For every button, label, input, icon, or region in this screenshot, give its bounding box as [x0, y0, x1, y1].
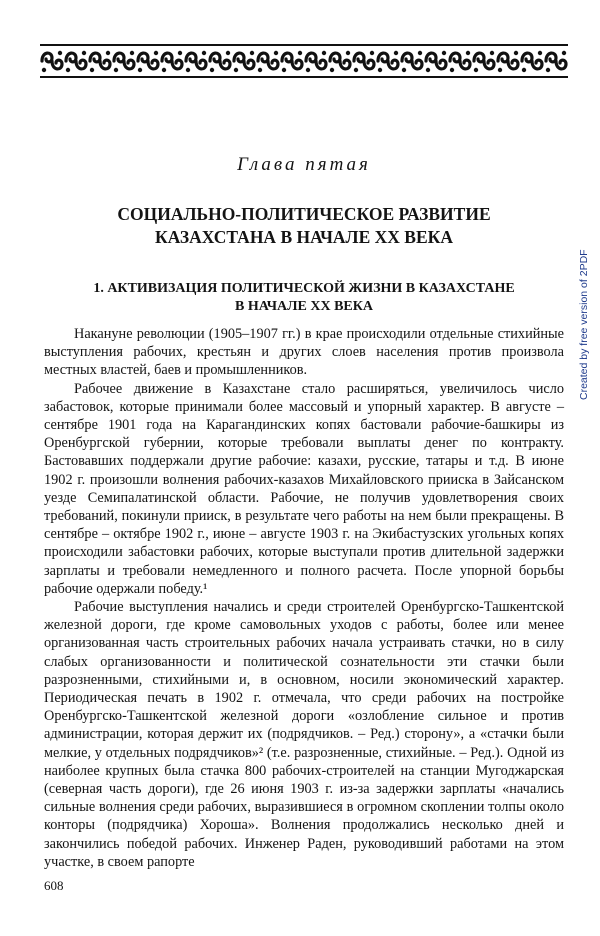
decorative-ornament-band [40, 44, 568, 78]
paragraph-2: Рабочее движение в Казахстане стало расширяться, увеличилось число забастовок, которые принимали более массовый и упорный характер. В августе – сентябре 1901 года на Карагандинских копях бастовали рабочие-башкиры из Оренбургской губернии, которые требовали выплаты денег по контракту. Бастовавших поддержали другие рабочие: казахи, русские, татары и т.д. В июне 1902 г. произошли волнения рабочих-казахов Михайловского прииска в Зайсанском уезде Семипалатинской области. Рабочие, не получив удовлетворения своих требований, покинули прииск, в результате чего работы на нем были прекращены. В сентябре – октябре 1902 г., июне – августе 1903 г. на Экибастузских угольных копях происходили забастовки рабочих, которые выступали против длительной задержки зарплаты и требовали немедленного и полного расчета. После упорной борьбы рабочие одержали победу.¹ [44, 380, 564, 597]
section-title-line-1: 1. АКТИВИЗАЦИЯ ПОЛИТИЧЕСКОЙ ЖИЗНИ В КАЗАХСТАНЕ [93, 281, 515, 296]
body-text [44, 325, 564, 871]
paragraph-3: Рабочие выступления начались и среди строителей Оренбургско-Ташкентской железной дороги, где кроме самовольных уходов с работы, более или менее организованная часть строительных рабочих начала устраивать стачки, но в силу слабых организованности и политической сознательности эти стачки были разрозненными, стихийными и, в основном, носили экономический характер. Периодическая печать в 1902 г. отмечала, что среди рабочих на постройке Оренбургско-Ташкентской железной дороги «озлобление сильное и против администрации, которая держит их (подрядчиков. – Ред.) сторону», а «стачки были мелкие, у отдельных подрядчиков»² (т.е. разрозненные, стихийные. – Ред.). Одной из наиболее крупных была стачка 800 рабочих-строителей на станции Мугоджарская (северная часть дороги), где 26 июня 1903 г. из-за задержки зарплаты «начались сильные волнения среди рабочих, выразившиеся в огромном скоплении толпы около конторы (подрядчика) Хороша». Волнения продолжались несколько дней и закончились победой рабочих. Инженер Раден, руководивший работами на этом участке, в своем рапорте [44, 599, 564, 870]
paragraph-1: Накануне революции (1905–1907 гг.) в крае происходили отдельные стихийные выступления рабочих, крестьян и других слоев населения против произвола местных властей, баев и промышленников. [44, 326, 564, 379]
page-number: 608 [44, 878, 64, 893]
section-title [44, 280, 564, 316]
chapter-title-line-2: КАЗАХСТАНА В НАЧАЛЕ XX ВЕКА [155, 227, 453, 247]
chapter-title-line-1: СОЦИАЛЬНО-ПОЛИТИЧЕСКОЕ РАЗВИТИЕ [117, 204, 491, 224]
section-title-line-2: В НАЧАЛЕ XX ВЕКА [234, 299, 374, 314]
chapter-title [40, 203, 568, 249]
chapter-label: Глава пятая [237, 154, 371, 175]
watermark-text: Created by free version of 2PDF [578, 249, 590, 400]
